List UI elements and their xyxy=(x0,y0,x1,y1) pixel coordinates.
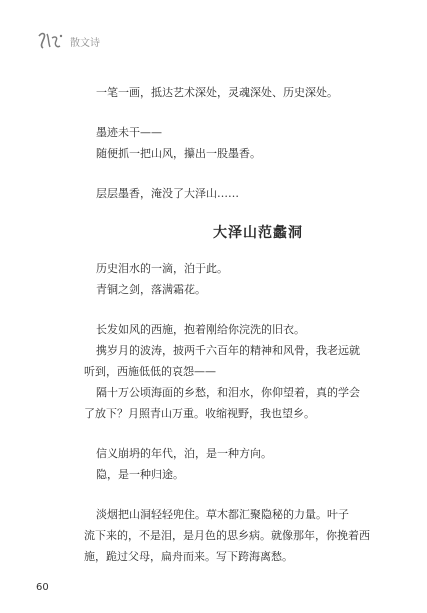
verse-line: 层层墨香，淹没了大泽山…… xyxy=(96,187,239,200)
verse-line: 一笔一画，抵达艺术深处，灵魂深处、历史深处。 xyxy=(96,86,338,99)
section-label: 散文诗 xyxy=(70,38,100,49)
stanza xyxy=(96,258,396,300)
verse-line: 施，跪过父母，扁舟而来。写下跨海离愁。 xyxy=(84,550,293,563)
verse-line: 听到，西施低低的哀怨—— xyxy=(84,365,216,378)
stanza xyxy=(84,504,396,567)
verse-line: 长发如风的西施，抱着刚给你浣洗的旧衣。 xyxy=(96,323,305,336)
calligraphy-logo-icon xyxy=(36,30,64,52)
verse-line: 隐，是一种归途。 xyxy=(96,468,184,481)
stanza xyxy=(96,122,396,164)
stanza xyxy=(96,443,396,485)
page-header xyxy=(36,30,100,52)
stanza xyxy=(84,319,396,424)
verse-line: 历史泪水的一滴，泊于此。 xyxy=(96,262,228,275)
poem-title: 大泽山范蠡洞 xyxy=(213,225,303,241)
verse-line: 淡烟把山洞轻轻兜住。草木都汇聚隐秘的力量。叶子 xyxy=(96,508,349,521)
verse-line: 墨迹未干—— xyxy=(96,126,162,139)
stanza xyxy=(96,183,396,204)
stanza xyxy=(96,82,396,103)
verse-line: 流下来的，不是泪，是月色的思乡病。就像那年，你挽着西 xyxy=(84,529,370,542)
page-number: 60 xyxy=(36,582,49,593)
verse-line: 信义崩坍的年代，泊，是一种方向。 xyxy=(96,447,272,460)
verse-line: 隔十万公顷海面的乡愁，和泪水，你仰望着，真的学会 xyxy=(96,386,360,399)
verse-line: 青铜之剑，落满霜花。 xyxy=(96,283,206,296)
verse-line: 携岁月的波涛，披两千六百年的精神和风骨，我老远就 xyxy=(96,344,360,357)
verse-line: 了放下？月照青山万重。收缩视野，我也望乡。 xyxy=(84,407,315,420)
verse-line: 随便抓一把山风，攥出一股墨香。 xyxy=(96,147,261,160)
page-content xyxy=(84,82,396,586)
